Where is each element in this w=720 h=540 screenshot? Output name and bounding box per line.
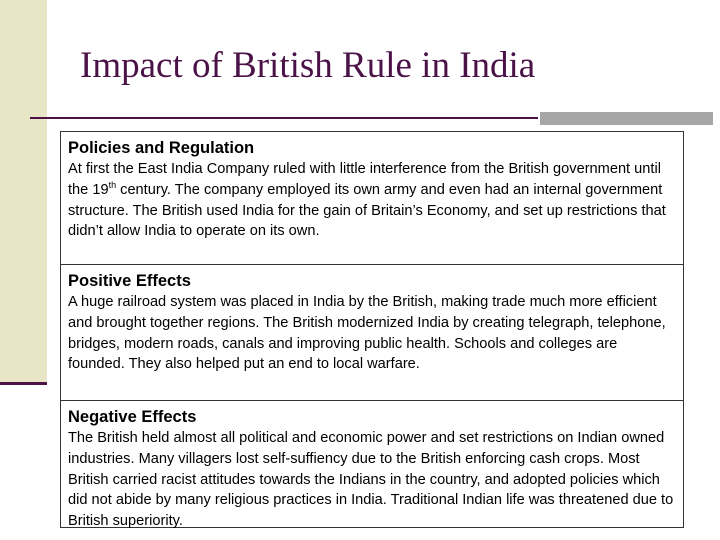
- decorative-side-rule: [0, 382, 47, 385]
- row-body: A huge railroad system was placed in India by the British, making trade much more efficient and brought together regions. The British modernized India by creating telegraph, telephone, bridges, modern roads, canals and improving public health. Schools and colleges are founded. They also helped put an end to local warfare.: [68, 294, 666, 373]
- table-row-positive: [61, 264, 683, 400]
- table-row-policies: [61, 132, 683, 264]
- row-body-text: At first the East India Company ruled with little interference from the British government until the 19: [68, 161, 661, 198]
- row-heading: Policies and Regulation: [68, 139, 255, 157]
- content-table: [60, 131, 684, 528]
- ordinal-suffix: th: [108, 179, 117, 190]
- table-row-negative: [61, 400, 683, 528]
- decorative-gray-block: [540, 112, 713, 125]
- row-body: [68, 159, 677, 242]
- row-heading: Positive Effects: [68, 272, 191, 290]
- row-body-text-cont: century. The company employed its own army and even had an internal government structure. The British used India for the gain of Britain’s Economy, and set up restrictions that didn’t allow India to operate on its own.: [68, 181, 666, 240]
- row-heading: Negative Effects: [68, 408, 197, 426]
- slide-title: Impact of British Rule in India: [80, 45, 536, 86]
- row-body: The British held almost all political and economic power and set restrictions on Indian owned industries. Many villagers lost self-suffiency due to the British enforcing cash crops. Most British carried racist attitudes towards the Indians in the country, and adopted policies which did not abide by many religious practices in India. Traditional Indian life was threatened due to British superiority.: [68, 430, 674, 530]
- title-underline: [30, 117, 538, 119]
- decorative-side-bar: [0, 0, 47, 382]
